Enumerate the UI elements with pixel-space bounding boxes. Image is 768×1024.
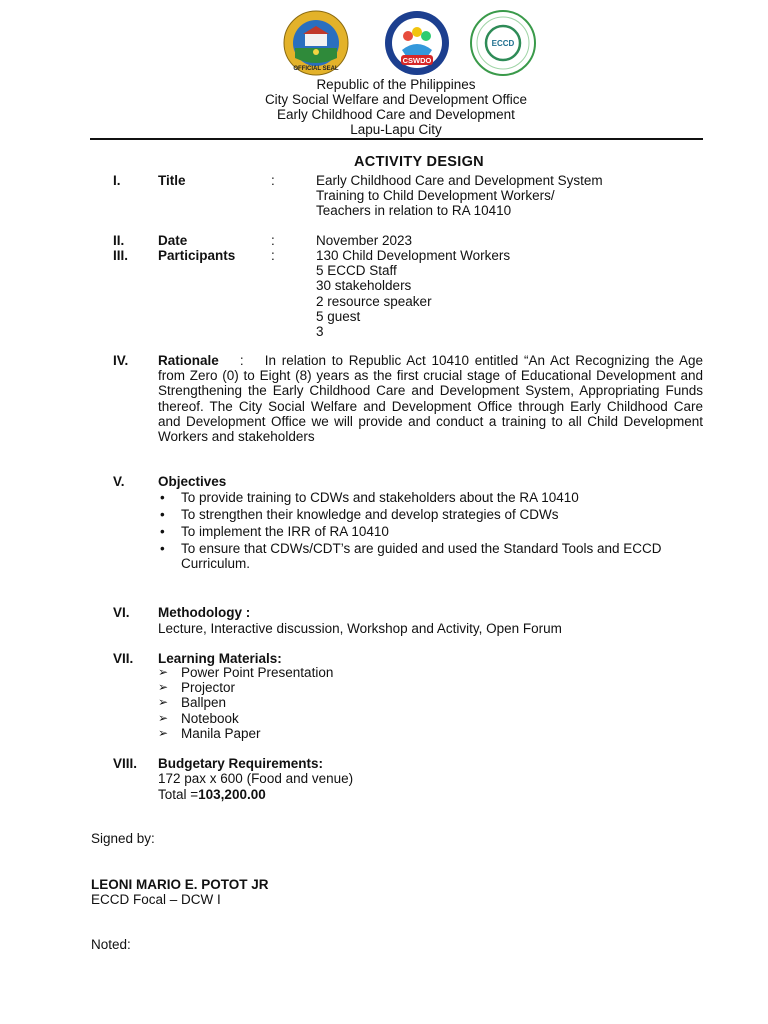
section-number: III. bbox=[113, 248, 129, 263]
arrow-bullet-icon: ➢ bbox=[158, 680, 169, 695]
arrow-bullet-icon: ➢ bbox=[158, 725, 169, 740]
signatory-name: LEONI MARIO E. POTOT JR bbox=[91, 877, 269, 892]
cswdo-logo-text: CSWDO bbox=[402, 56, 432, 65]
objective-item: • To ensure that CDWs/CDT’s are guided and used the Standard Tools and ECCD Curriculum. bbox=[160, 541, 662, 572]
section-number: V. bbox=[113, 474, 125, 489]
signatory-position: ECCD Focal – DCW I bbox=[91, 892, 221, 907]
section-colon: : bbox=[239, 353, 244, 368]
materials-list bbox=[158, 665, 333, 741]
objective-item: • To provide training to CDWs and stakeholders about the RA 10410 bbox=[160, 490, 579, 505]
objectives-list bbox=[158, 490, 703, 573]
material-item: ➢ Manila Paper bbox=[158, 725, 261, 741]
participant-item: 3 bbox=[316, 324, 324, 340]
title-line: Teachers in relation to RA 10410 bbox=[316, 203, 512, 219]
arrow-bullet-icon: ➢ bbox=[158, 710, 169, 725]
document-title: ACTIVITY DESIGN bbox=[354, 154, 484, 170]
arrow-bullet-icon: ➢ bbox=[158, 695, 169, 710]
material-item: ➢ Power Point Presentation bbox=[158, 665, 334, 680]
participant-item: 5 ECCD Staff bbox=[316, 263, 397, 279]
section-colon: : bbox=[271, 173, 275, 188]
title-line: Early Childhood Care and Development System bbox=[316, 173, 603, 188]
participant-item: 2 resource speaker bbox=[316, 293, 432, 309]
title-value bbox=[316, 173, 603, 219]
header-line-cswdo: City Social Welfare and Development Office bbox=[264, 92, 528, 107]
section-number: VI. bbox=[113, 605, 130, 620]
objective-item: • To strengthen their knowledge and develop strategies of CDWs bbox=[160, 507, 559, 522]
budget-total-value: 103,200.00 bbox=[198, 787, 266, 802]
arrow-bullet-icon: ➢ bbox=[158, 665, 169, 679]
cswdo-logo bbox=[384, 10, 450, 76]
material-item: ➢ Projector bbox=[158, 680, 236, 696]
rationale-section bbox=[158, 353, 703, 444]
participant-item: 30 stakeholders bbox=[316, 278, 412, 294]
section-colon: : bbox=[271, 233, 275, 248]
header-line-eccd: Early Childhood Care and Development bbox=[277, 107, 515, 122]
section-label: Objectives bbox=[158, 474, 227, 489]
header-line-republic: Republic of the Philippines bbox=[316, 77, 476, 92]
date-value: November 2023 bbox=[316, 233, 413, 248]
bullet-icon: • bbox=[160, 490, 165, 505]
section-label: Rationale bbox=[158, 353, 219, 368]
section-label: Participants bbox=[158, 248, 236, 263]
methodology-text: Lecture, Interactive discussion, Workshop and Activity, Open Forum bbox=[158, 621, 562, 636]
section-label: Budgetary Requirements: bbox=[158, 756, 324, 771]
noted-label: Noted: bbox=[91, 937, 131, 952]
bullet-icon: • bbox=[160, 507, 165, 522]
section-number: I. bbox=[113, 173, 121, 188]
eccd-logo bbox=[470, 10, 536, 76]
participants-list bbox=[316, 248, 510, 339]
rationale-text: In relation to Republic Act 10410 entitled “An Act Recognizing the Age from Zero (0) to Eight (8) years as the first crucial stage of Educational Development and Strengthening the Early Childhood Care and Development System, Appropriating Funds thereof. The City Social Welfare and Development Office through Early Childhood Care and Development Office we will provide and conduct a training to all Child Development Workers and stakeholders bbox=[158, 353, 703, 445]
section-number: IV. bbox=[113, 353, 129, 368]
header-divider bbox=[90, 138, 703, 140]
header-logos bbox=[0, 10, 768, 76]
material-item: ➢ Ballpen bbox=[158, 695, 227, 711]
budget-line: 172 pax x 600 (Food and venue) bbox=[158, 771, 354, 786]
city-seal-logo bbox=[283, 10, 349, 76]
bullet-icon: • bbox=[160, 541, 165, 556]
eccd-logo-text: ECCD bbox=[491, 39, 515, 48]
section-label: Learning Materials: bbox=[158, 651, 282, 666]
material-item: ➢ Notebook bbox=[158, 710, 239, 726]
section-label: Date bbox=[158, 233, 188, 248]
participant-item: 130 Child Development Workers bbox=[316, 248, 511, 263]
title-line: Training to Child Development Workers/ bbox=[316, 188, 555, 204]
header-line-city: Lapu-Lapu City bbox=[350, 122, 442, 137]
section-colon: : bbox=[271, 248, 275, 263]
budget-total-label: Total = bbox=[158, 787, 199, 802]
seal-bottom-text: OFFICIAL SEAL bbox=[293, 66, 339, 72]
budget-total bbox=[158, 787, 266, 802]
signed-by-label: Signed by: bbox=[91, 831, 155, 846]
participant-item: 5 guest bbox=[316, 308, 361, 324]
section-number: VII. bbox=[113, 651, 134, 666]
objective-item: • To implement the IRR of RA 10410 bbox=[160, 524, 389, 539]
section-label: Title bbox=[158, 173, 186, 188]
section-label: Methodology : bbox=[158, 605, 251, 620]
section-number: VIII. bbox=[113, 756, 138, 771]
section-number: II. bbox=[113, 233, 125, 248]
document-header bbox=[0, 77, 768, 137]
bullet-icon: • bbox=[160, 524, 165, 539]
